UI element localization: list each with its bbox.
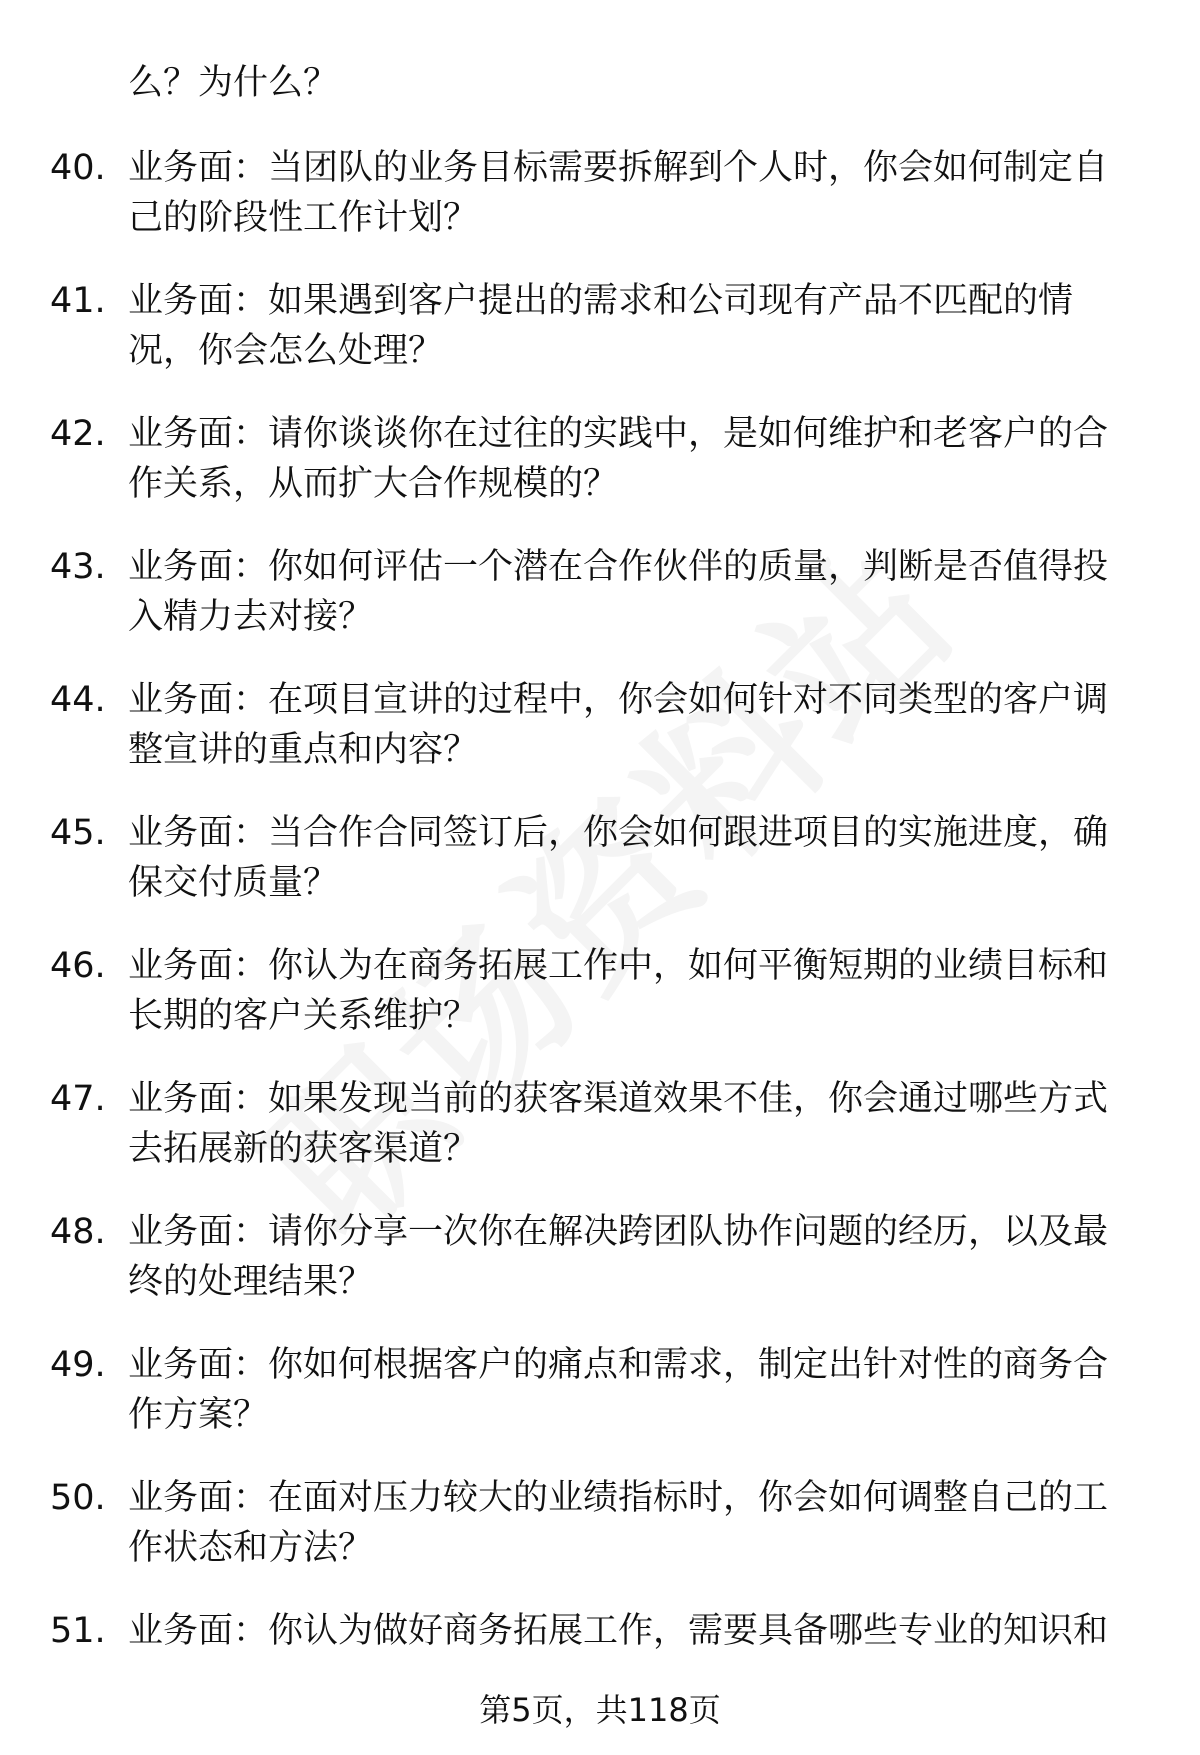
question-text: 业务面：如果发现当前的获客渠道效果不佳，你会通过哪些方式去拓展新的获客渠道？ (128, 1079, 1109, 1169)
question-number: 46. (50, 946, 106, 986)
question-list (50, 143, 1150, 1739)
question-item (50, 1473, 1150, 1606)
question-item (50, 143, 1150, 276)
question-text: 业务面：你如何根据客户的痛点和需求，制定出针对性的商务合作方案？ (128, 1345, 1109, 1435)
question-item (50, 276, 1150, 409)
question-text: 业务面：你认为在商务拓展工作中，如何平衡短期的业绩目标和长期的客户关系维护？ (128, 946, 1109, 1036)
question-text: 业务面：请你分享一次你在解决跨团队协作问题的经历，以及最终的处理结果？ (128, 1212, 1109, 1302)
question-item (50, 1207, 1150, 1340)
question-text: 业务面：你认为做好商务拓展工作，需要具备哪些专业的知识和 (128, 1611, 1109, 1651)
question-number: 42. (50, 414, 106, 454)
question-number: 44. (50, 680, 106, 720)
question-number: 48. (50, 1212, 106, 1252)
question-number: 50. (50, 1478, 106, 1518)
question-item (50, 1074, 1150, 1207)
question-text: 业务面：当合作合同签订后，你会如何跟进项目的实施进度，确保交付质量？ (128, 813, 1109, 903)
question-number: 51. (50, 1611, 106, 1651)
question-text: 业务面：你如何评估一个潜在合作伙伴的质量，判断是否值得投入精力去对接？ (128, 547, 1109, 637)
question-text: 业务面：如果遇到客户提出的需求和公司现有产品不匹配的情况，你会怎么处理？ (128, 281, 1074, 371)
question-item (50, 941, 1150, 1074)
question-item (50, 1340, 1150, 1473)
question-number: 41. (50, 281, 106, 321)
continuation-text: 么？为什么？ (128, 63, 339, 103)
question-item (50, 675, 1150, 808)
question-number: 47. (50, 1079, 106, 1119)
question-number: 40. (50, 148, 106, 188)
question-text: 业务面：当团队的业务目标需要拆解到个人时，你会如何制定自己的阶段性工作计划？ (128, 148, 1109, 238)
question-number: 49. (50, 1345, 106, 1385)
question-text: 业务面：请你谈谈你在过往的实践中，是如何维护和老客户的合作关系，从而扩大合作规模的？ (128, 414, 1109, 504)
question-number: 45. (50, 813, 106, 853)
question-item (50, 808, 1150, 941)
question-item (50, 409, 1150, 542)
question-text: 业务面：在项目宣讲的过程中，你会如何针对不同类型的客户调整宣讲的重点和内容？ (128, 680, 1109, 770)
question-text: 业务面：在面对压力较大的业绩指标时，你会如何调整自己的工作状态和方法？ (128, 1478, 1109, 1568)
question-item (50, 542, 1150, 675)
question-number: 43. (50, 547, 106, 587)
page-footer: 第5页，共118页 (479, 1691, 721, 1729)
